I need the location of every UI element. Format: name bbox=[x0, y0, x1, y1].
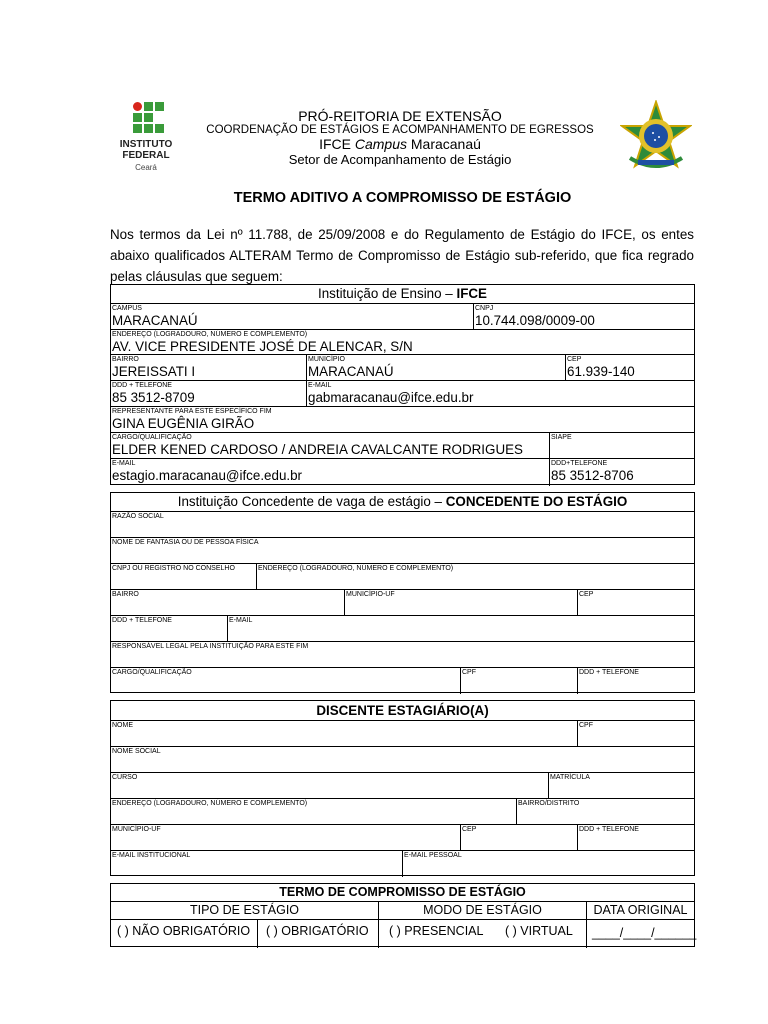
field-ddd-concedente[interactable]: DDD + TELEFONE bbox=[112, 617, 172, 624]
field-data-original[interactable]: ____/____/______ bbox=[586, 920, 694, 948]
field-cnpj-registro[interactable]: CNPJ OU REGISTRO NO CONSELHO bbox=[112, 565, 235, 572]
termo-modo-header: MODO DE ESTÁGIO bbox=[378, 902, 586, 920]
field-ddd-telefone[interactable]: DDD + TELEFONE 85 3512-8709 bbox=[112, 382, 195, 405]
section-concedente bbox=[110, 492, 695, 693]
field-municipio-concedente[interactable]: MUNICÍPIO-UF bbox=[344, 590, 577, 616]
field-cep-discente[interactable]: CEP bbox=[460, 825, 577, 851]
field-nome-social[interactable]: NOME SOCIAL bbox=[112, 748, 161, 755]
header-campus: IFCE Campus Maracanaú bbox=[319, 136, 481, 152]
checkbox-virtual[interactable]: ( ) VIRTUAL bbox=[505, 924, 573, 938]
logo-text-ceara: Ceará bbox=[135, 163, 157, 172]
field-ddd-discente[interactable]: DDD + TELEFONE bbox=[577, 825, 694, 851]
field-email[interactable]: E-MAIL gabmaracanau@ifce.edu.br bbox=[306, 381, 694, 407]
logo-text-instituto: INSTITUTO bbox=[119, 139, 173, 150]
field-email-pessoal[interactable]: E-MAIL PESSOAL bbox=[402, 851, 694, 877]
section-discente-heading: DISCENTE ESTAGIÁRIO(A) bbox=[316, 703, 489, 718]
section-discente bbox=[110, 700, 695, 876]
termo-data-header: DATA ORIGINAL bbox=[586, 902, 694, 920]
logo-text-federal: FEDERAL bbox=[122, 150, 170, 161]
field-email-estagio[interactable]: E-MAIL estagio.maracanau@ifce.edu.br bbox=[112, 460, 303, 483]
field-cep-concedente[interactable]: CEP bbox=[577, 590, 694, 616]
field-campus[interactable]: CAMPUS MARACANAÚ bbox=[112, 305, 198, 328]
checkbox-nao-obrigatorio[interactable]: ( ) NÃO OBRIGATÓRIO bbox=[117, 924, 251, 938]
field-nome-discente[interactable]: NOME bbox=[112, 722, 133, 729]
field-municipio-discente[interactable]: MUNICÍPIO-UF bbox=[112, 826, 161, 833]
field-ddd-telefone-2[interactable]: DDD+TELEFONE 85 3512-8706 bbox=[549, 459, 694, 486]
section-concedente-heading: Instituição Concedente de vaga de estágio – CONCEDENTE DO ESTÁGIO bbox=[177, 494, 628, 509]
field-endereco-concedente[interactable]: ENDEREÇO (LOGRADOURO, NÚMERO E COMPLEMENTO) bbox=[256, 564, 694, 590]
section-instituicao-ensino bbox=[110, 284, 695, 485]
field-bairro-concedente[interactable]: BAIRRO bbox=[112, 591, 139, 598]
field-municipio[interactable]: MUNICÍPIO MARACANAÚ bbox=[306, 355, 565, 381]
field-endereco[interactable]: ENDEREÇO (LOGRADOURO, NÚMERO E COMPLEMENTO) AV. VICE PRESIDENTE JOSÉ DE ALENCAR, S/N bbox=[112, 331, 413, 354]
field-responsavel-legal[interactable]: RESPONSÁVEL LEGAL PELA INSTITUIÇÃO PARA ESTE FIM bbox=[112, 643, 309, 650]
intro-paragraph: Nos termos da Lei nº 11.788, de 25/09/2008 e do Regulamento de Estágio do IFCE, os entes abaixo qualificados ALTERAM Termo de Compromisso de Estágio sub-referido, que fica regrado pelas cláusulas que seguem: bbox=[110, 227, 694, 284]
field-email-institucional[interactable]: E-MAIL INSTITUCIONAL bbox=[112, 852, 191, 859]
field-endereco-discente[interactable]: ENDEREÇO (LOGRADOURO, NÚMERO E COMPLEMENTO) bbox=[112, 800, 308, 807]
brazil-coat-of-arms-icon bbox=[620, 100, 692, 172]
field-cnpj[interactable]: CNPJ 10.744.098/0009-00 bbox=[473, 304, 694, 330]
field-ddd2-concedente[interactable]: DDD + TELEFONE bbox=[577, 668, 694, 694]
field-cargo[interactable]: CARGO/QUALIFICAÇÃO ELDER KENED CARDOSO / ANDREIA CAVALCANTE RODRIGUES bbox=[112, 434, 523, 457]
field-bairro[interactable]: BAIRRO JEREISSATI I bbox=[112, 356, 196, 379]
field-bairro-discente[interactable]: BAIRRO/DISTRITO bbox=[516, 799, 694, 825]
field-siape[interactable]: SIAPE bbox=[549, 433, 694, 459]
field-nome-fantasia[interactable]: NOME DE FANTASIA OU DE PESSOA FÍSICA bbox=[112, 539, 259, 546]
checkbox-presencial[interactable]: ( ) PRESENCIAL bbox=[378, 920, 491, 948]
field-cpf-discente[interactable]: CPF bbox=[577, 721, 694, 747]
field-representante[interactable]: REPRESENTANTE PARA ESTE ESPECÍFICO FIM GINA EUGÊNIA GIRÃO bbox=[112, 408, 272, 431]
instituto-federal-logo bbox=[116, 100, 188, 178]
field-cpf-concedente[interactable]: CPF bbox=[460, 668, 577, 694]
header-setor: Setor de Acompanhamento de Estágio bbox=[288, 152, 512, 167]
header-coordenacao: COORDENAÇÃO DE ESTÁGIOS E ACOMPANHAMENTO DE EGRESSOS bbox=[206, 124, 594, 136]
field-matricula[interactable]: MATRÍCULA bbox=[548, 773, 694, 799]
field-razao-social[interactable]: RAZÃO SOCIAL bbox=[112, 513, 164, 520]
document-title: TERMO ADITIVO A COMPROMISSO DE ESTÁGIO bbox=[233, 190, 572, 206]
header-pro-reitoria: PRÓ-REITORIA DE EXTENSÃO bbox=[298, 108, 502, 124]
termo-tipo-header: TIPO DE ESTÁGIO bbox=[189, 903, 300, 917]
field-curso[interactable]: CURSO bbox=[112, 774, 138, 781]
field-email-concedente[interactable]: E-MAIL bbox=[227, 616, 694, 642]
section-termo-compromisso bbox=[110, 883, 695, 947]
checkbox-obrigatorio[interactable]: ( ) OBRIGATÓRIO bbox=[257, 920, 378, 948]
field-cargo-concedente[interactable]: CARGO/QUALIFICAÇÃO bbox=[112, 669, 192, 676]
termo-heading: TERMO DE COMPROMISSO DE ESTÁGIO bbox=[279, 885, 526, 899]
section-ifce-heading: Instituição de Ensino – IFCE bbox=[318, 286, 487, 301]
field-cep[interactable]: CEP 61.939-140 bbox=[565, 355, 694, 381]
